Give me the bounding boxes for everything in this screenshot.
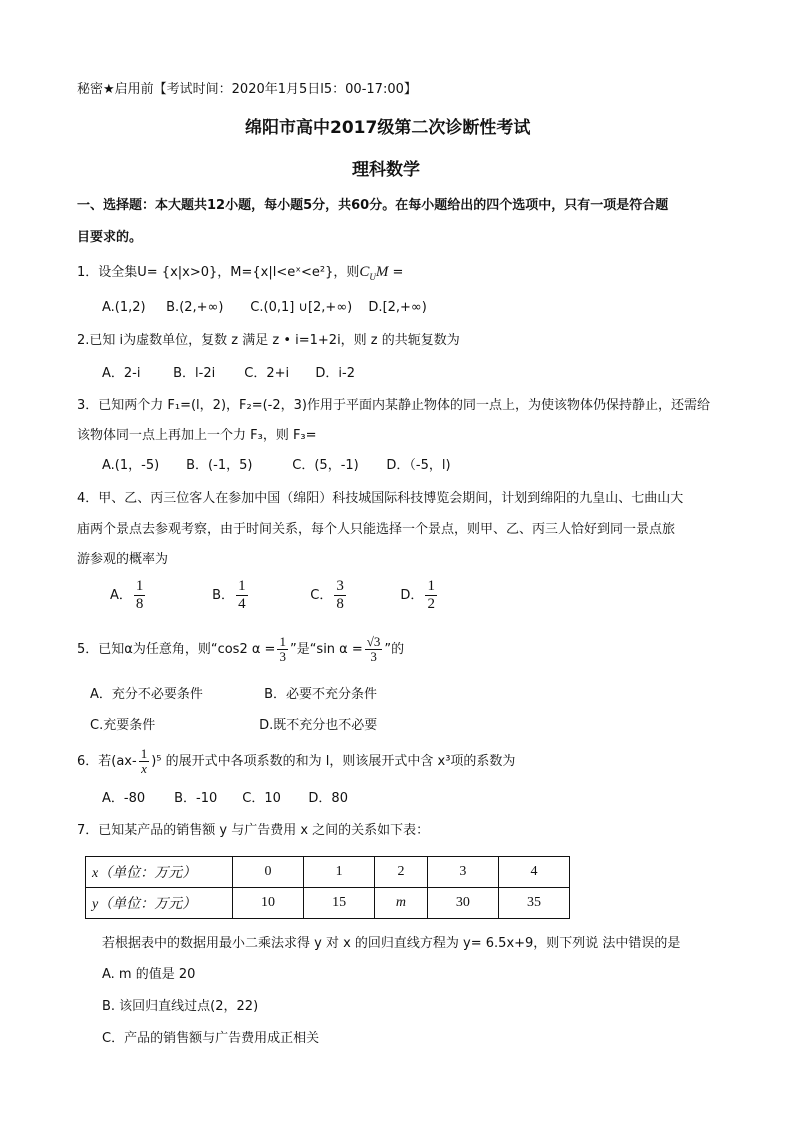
q7-option-c: C．产品的销售额与广告费用成正相关 [102,1031,320,1046]
table-cell: 15 [304,888,375,919]
q4-option-a-fraction: $\frac{1}{8}$ [135,578,144,612]
table-cell: 0 [233,857,304,888]
table-row [86,888,570,919]
subject-title: 理科数学 [352,160,420,180]
q2-option-a: A．2-i [102,366,141,381]
q2-options [102,364,355,384]
q6-fraction-one-over-x: $\frac{1}{x}$ [140,746,148,776]
q1-option-d: D.[2,+∞) [368,300,427,315]
q3-option-a: A.(1，-5) [102,458,160,473]
q4-option-c: C． $\frac{3}{8}$ [310,578,344,612]
regression-data-table [85,856,570,919]
q2-option-d: D．i-2 [315,366,356,381]
q2-stem: 2.已知 i为虚数单位，复数 z 满足 z • i=1+2i，则 z 的共轭复数为 [77,333,460,348]
table-cell: 3 [427,857,498,888]
table-cell: 30 [427,888,498,919]
q7-followup: 若根据表中的数据用最小二乘法求得 y 对 x 的回归直线方程为 y= 6.5x+9，则下列说 法中错误的是 [102,936,681,951]
q3-line1: 3．已知两个力 F₁=(l，2)，F₂=(-2，3)作用于平面内某静止物体的同一点上，为使该物体仍保持静止，还需给 [77,398,710,413]
q6-option-d: D．80 [308,791,348,806]
q1-option-a: A.(1,2) [102,300,146,315]
q4-options [110,578,439,614]
q1-stem [77,262,403,287]
q2-option-b: B．l-2i [173,366,216,381]
q7-option-b: B. 该回归直线过点(2，22) [102,999,259,1014]
q4-line1: 4．甲、乙、丙三位客人在参加中国（绵阳）科技城国际科技博览会期间，计划到绵阳的九皇山、七曲山大 [77,491,684,506]
q6-options [102,789,348,809]
q6-option-b: B．-10 [174,791,218,806]
q5-stem: 5．已知α为任意角，则“cos2 α = $\frac{1}{3}$ ”是“sin α = $\frac{√3}{3}$ ”的 [77,634,405,664]
q3-line2: 该物体同一点上再加上一个力 F₃，则 F₃= [77,428,317,443]
q3-option-c: C．(5，-1) [292,458,359,473]
q6-option-c: C．10 [242,791,281,806]
q6-option-a: A．-80 [102,791,146,806]
table-cell: 2 [375,857,428,888]
q5-option-d: D.既不充分也不必要 [259,718,378,733]
q7-option-a: A. m 的值是 20 [102,967,196,982]
q5-option-b: B．必要不充分条件 [264,687,378,702]
table-cell: m [375,888,428,919]
q7-stem: 7．已知某产品的销售额 y 与广告费用 x 之间的关系如下表： [77,823,430,838]
table-cell: 4 [498,857,569,888]
q4-option-c-fraction: $\frac{3}{8}$ [336,578,344,612]
q5-fraction-one-third: $\frac{1}{3}$ [279,634,286,664]
q3-option-d: D．（-5，l) [386,458,451,473]
section-intro-line1: 一、选择题：本大题共12小题，每小题5分，共60分。在每小题给出的四个选项中，只有一项是符合题 [77,198,669,213]
exam-title: 绵阳市高中2017级第二次诊断性考试 [245,118,531,138]
q1-tail: = [388,265,404,280]
q3-option-b: B．(-1，5) [186,458,253,473]
table-header-x: x（单位：万元） [86,857,233,888]
q5-options-row1 [90,685,377,705]
table-header-y: y（单位：万元） [86,888,233,919]
q1-option-b: B.(2,+∞) [166,300,224,315]
section-intro-line2: 目要求的。 [77,230,143,245]
table-cell: 1 [304,857,375,888]
q5-option-a: A．充分不必要条件 [90,687,203,702]
q5-options-row2 [90,716,377,736]
q4-line2: 庙两个景点去参观考察，由于时间关系，每个人只能选择一个景点，则甲、乙、丙三人恰好到同一景点旅 [77,522,676,537]
q4-option-b-fraction: $\frac{1}{4}$ [238,578,246,612]
q4-option-a: A． $\frac{1}{8}$ [110,578,144,612]
q1-complement: $C_UM$ [359,264,389,282]
q3-options [102,456,451,476]
q4-line3: 游参观的概率为 [77,552,169,567]
q5-option-c: C.充要条件 [90,718,156,733]
q5-fraction-root3-over-3: $\frac{√3}{3}$ [366,634,381,664]
table-cell: 35 [498,888,569,919]
table-row [86,857,570,888]
q4-option-b: B． $\frac{1}{4}$ [212,578,246,612]
q2-option-c: C．2+i [244,366,290,381]
table-cell: 10 [233,888,304,919]
q6-stem: 6．若(ax- $\frac{1}{x}$ )⁵ 的展开式中各项系数的和为 l，则该展开式中含 x³项的系数为 [77,746,516,776]
q4-option-d: D． $\frac{1}{2}$ [400,578,435,612]
q1-option-c: C.(0,1] ∪[2,+∞) [250,300,353,315]
q1-stem-text: 1．设全集U= {x|x>0}，M={x|l<eˣ<e²}，则 [77,265,360,280]
secret-line: 秘密★启用前【考试时间：2020年1月5日l5：00-17:00】 [77,82,417,97]
q1-options [102,298,427,318]
q4-option-d-fraction: $\frac{1}{2}$ [427,578,435,612]
